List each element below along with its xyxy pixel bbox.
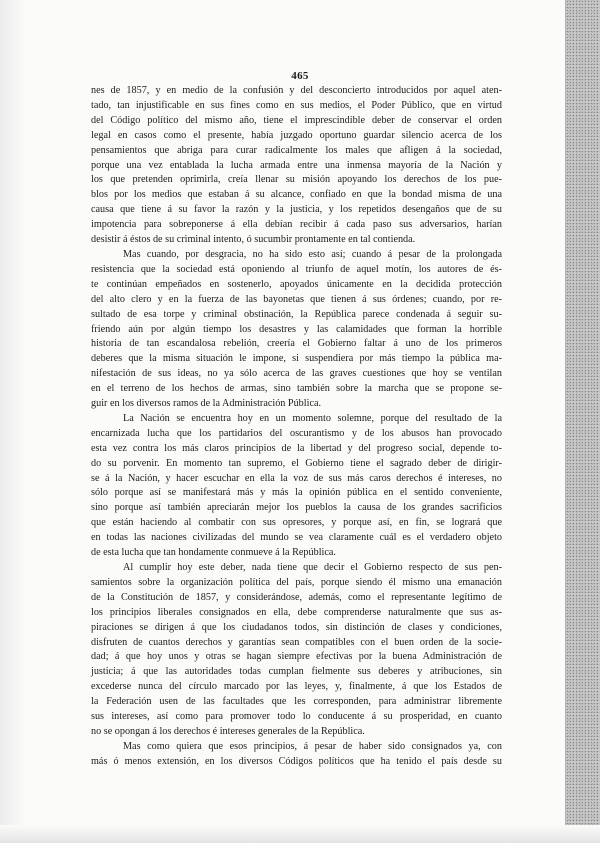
- text-line: no se opongan á los derechos é intereses generales de la República.: [91, 725, 365, 737]
- text-line: deberes que la misma situación le impone, si suspendiera por más tiempo la pública ma-: [91, 353, 502, 365]
- text-line: La Nación se encuentra hoy en un momento solemne, porque del resultado de la: [123, 412, 502, 424]
- text-line: guir en los diversos ramos de la Administración Pública.: [91, 398, 322, 410]
- text-line: justicia; á que las autoridades todas cumplan fielmente sus deberes y atribuciones, sin: [91, 666, 502, 678]
- page-number: 465: [291, 70, 309, 82]
- paragraph: [91, 740, 502, 770]
- text-line: sino porque así también apreciarán mejor los pueblos la causa de los grandes sacrificios: [91, 502, 502, 514]
- text-line: dad; á que hoy unos y otras se hagan siempre efectivas por la buena Administración de: [91, 651, 502, 663]
- text-line: encarnizada lucha que los partidarios del oscurantismo y de los abusos han provocado: [91, 427, 502, 439]
- text-line: disfruten de cuantos derechos y garantías sean compatibles con el buen orden de la socie-: [91, 636, 502, 648]
- text-line: do su porvenir. En momento tan supremo, el Gobierno tiene el sagrado deber de dirigir-: [91, 457, 502, 469]
- text-line: piraciones se dirigen á que los ciudadanos todos, sin distinción de clases y condiciones,: [91, 621, 502, 633]
- text-line: blos por los medios que estaban á su alcance, confiado en que la bondad misma de una: [91, 189, 502, 201]
- text-line: más ó menos extensión, en los diversos Códigos políticos que ha tenido el país desde su: [91, 755, 502, 767]
- scanner-edge-noise: [565, 0, 600, 843]
- text-line: sultado de esa torpe y criminal obstinación, la República parece condenada á seguir su-: [91, 308, 502, 320]
- page-left-shadow: [0, 0, 26, 843]
- text-line: esta vez contra los más claros principios de la libertad y del progreso social, depende to-: [91, 442, 502, 454]
- text-line: los principios liberales consignados en ella, debe comprenderse naturalmente que sus as-: [91, 606, 502, 618]
- text-line: del Código político del mismo año, tiene el imprescindible deber de conservar el orden: [91, 114, 502, 126]
- text-line: historia de tan escandalosa rebelión, creería el Gobierno faltar á uno de los primeros: [91, 338, 502, 350]
- text-line: resistencia que la sociedad está oponiendo al triunfo de aquel motín, los autores de és-: [91, 263, 502, 275]
- paragraph: [91, 412, 502, 561]
- text-line: que están haciendo al combatir con sus opresores, y porque así, en fin, se logrará que: [91, 517, 502, 529]
- text-line: la Federación usen de las facultades que les corresponden, para administrar libremente: [91, 696, 502, 708]
- text-line: sólo porque así se manifestará más y más la opinión pública en el sentido conveniente,: [91, 487, 502, 499]
- page-bottom-shadow: [0, 825, 600, 843]
- text-line: en todas las naciones civilizadas del mundo se vea claramente cuál es el verdadero objeto: [91, 532, 502, 544]
- text-line: causa que tiene á su favor la razón y la justicia, y los repetidos desengaños que de su: [91, 204, 502, 216]
- text-line: nes de 1857, y en medio de la confusión y del desconcierto introducidos por aquel aten-: [91, 85, 502, 96]
- text-line: excederse nunca del círculo marcado por las leyes, y, finalmente, á que los Estados de: [91, 681, 502, 693]
- text-line: samientos sobre la organización política del país, porque siendo él mismo una emanación: [91, 576, 502, 588]
- text-line: del alto clero y en la fuerza de las bayonetas que tienen á sus órdenes; cuando, por re-: [91, 293, 502, 305]
- text-line: impotencia para sobreponerse á ella debían recibir á cada paso sus adversarios, harían: [91, 219, 502, 231]
- text-line: Mas como quiera que esos principios, á pesar de haber sido consignados ya, con: [123, 740, 502, 752]
- text-line: de la Constitución de 1857, y considerándose, además, como el representante legítimo de: [91, 591, 502, 603]
- text-line: tado, tan injustificable en sus fines como en sus medios, el Poder Público, que en virtud: [91, 99, 502, 111]
- paragraph: [91, 248, 502, 412]
- text-line: porque una vez entablada la lucha armada entre una inmensa mayoría de la Nación y: [91, 159, 502, 171]
- text-line: friendo aún por algún tiempo los desastres y las calamidades que forman la horrible: [91, 323, 502, 335]
- paragraph: [91, 84, 502, 248]
- text-line: Mas cuando, por desgracia, no ha sido esto así; cuando á pesar de la prolongada: [123, 248, 502, 260]
- body-text: [91, 84, 502, 770]
- text-line: desistir á éstos de su criminal intento, ó sucumbir prontamente en tal contienda.: [91, 234, 416, 246]
- text-line: sus intereses, así como para promover todo lo conducente á su prosperidad, en cuanto: [91, 711, 502, 723]
- paragraph: [91, 561, 502, 740]
- text-line: te continúan empeñados en sostenerlo, apoyados únicamente en la decidida protección: [91, 278, 502, 290]
- text-line: los que pretenden oprimirla, creía llenar su misión apoyando los derechos de los pue-: [91, 174, 502, 186]
- text-line: pensamientos que abriga para curar radicalmente los males que afligen á la sociedad,: [91, 144, 502, 156]
- text-line: nifestación de sus ideas, no ya sólo acerca de las graves cuestiones que hoy se ventilan: [91, 368, 502, 380]
- text-line: se á la Nación, y hacer escuchar en ella la voz de sus más caros derechos é intereses, no: [91, 472, 502, 484]
- text-line: de esta lucha que tan hondamente conmueve á la República.: [91, 547, 336, 559]
- text-line: Al cumplir hoy este deber, nada tiene que decir el Gobierno respecto de sus pen-: [123, 562, 502, 573]
- text-line: legal en casos como el presente, había juzgado oportuno guardar silencio acerca de los: [91, 129, 502, 141]
- text-line: en el terreno de los hechos de armas, sino también sobre la marcha que se propone se-: [91, 383, 502, 395]
